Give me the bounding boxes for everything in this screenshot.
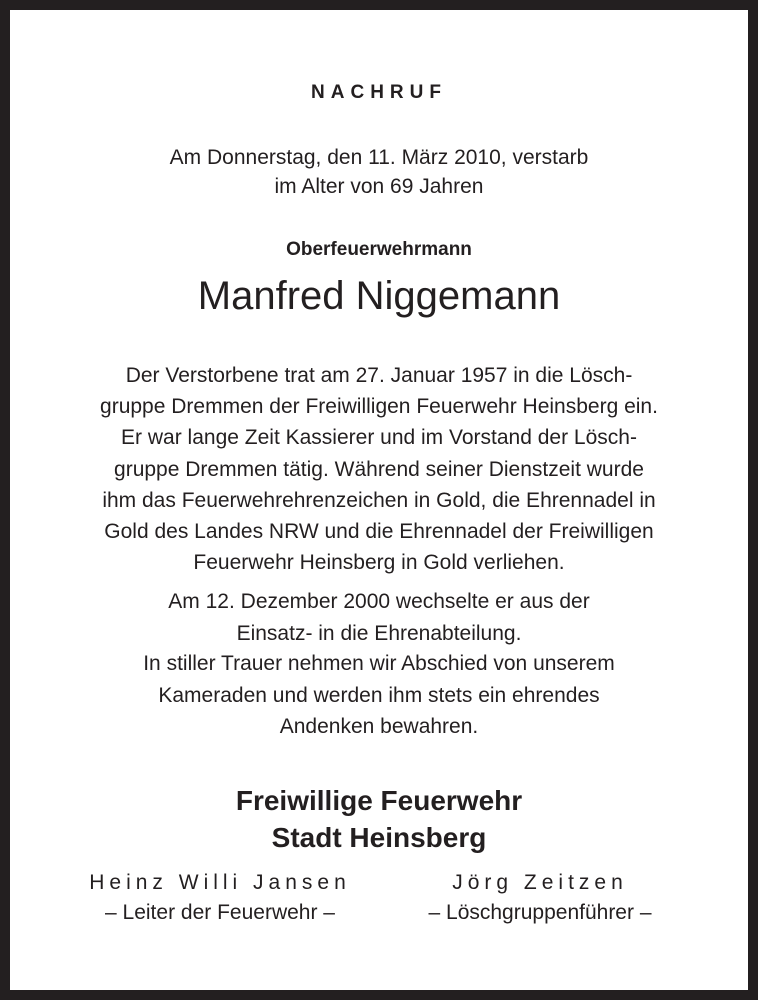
signatory-role: – Löschgruppenführer – (428, 901, 652, 924)
signatory-name: Heinz Willi Jansen (89, 871, 351, 894)
text-line: Feuerwehr Heinsberg in Gold verliehen. (193, 551, 565, 575)
signatory-right (390, 868, 690, 928)
mourning-paragraph (10, 648, 748, 743)
death-announcement (10, 143, 748, 201)
text-line: Gold des Landes NRW und die Ehrennadel der Freiwilligen (104, 520, 654, 544)
signatory-role: – Leiter der Feuerwehr – (105, 901, 335, 924)
retirement-paragraph (10, 586, 748, 649)
text-line: ihm das Feuerwehrehrenzeichen in Gold, die Ehrennadel in (102, 488, 656, 512)
text-line: Er war lange Zeit Kassierer und im Vorstand der Lösch- (121, 426, 637, 450)
text-line: gruppe Dremmen der Freiwilligen Feuerwehr Heinsberg ein. (100, 395, 658, 419)
text-line: Andenken bewahren. (279, 715, 479, 738)
deceased-rank: Oberfeuerwehrmann (286, 239, 472, 260)
notice-title: NACHRUF (311, 82, 447, 103)
text-line: Am 12. Dezember 2000 wechselte er aus der (168, 590, 590, 613)
organization-name (10, 782, 748, 856)
signatory-left (70, 868, 370, 928)
deceased-name: Manfred Niggemann (197, 274, 561, 318)
text-line: Einsatz- in die Ehrenabteilung. (236, 621, 522, 645)
org-line: Freiwillige Feuerwehr (235, 785, 523, 816)
text-line: gruppe Dremmen tätig. Während seiner Dienstzeit wurde (114, 457, 644, 481)
text-line: In stiller Trauer nehmen wir Abschied von unserem (143, 652, 615, 675)
org-line: Stadt Heinsberg (271, 822, 487, 853)
text-line: Kameraden und werden ihm stets ein ehrendes (158, 683, 600, 707)
intro-line: Am Donnerstag, den 11. März 2010, verstarb (169, 146, 589, 169)
obituary-notice (10, 10, 748, 990)
text-line: Der Verstorbene trat am 27. Januar 1957 in die Lösch- (125, 364, 633, 387)
intro-line: im Alter von 69 Jahren (274, 175, 484, 198)
signatory-name: Jörg Zeitzen (452, 871, 628, 894)
biography-paragraph (10, 360, 748, 578)
